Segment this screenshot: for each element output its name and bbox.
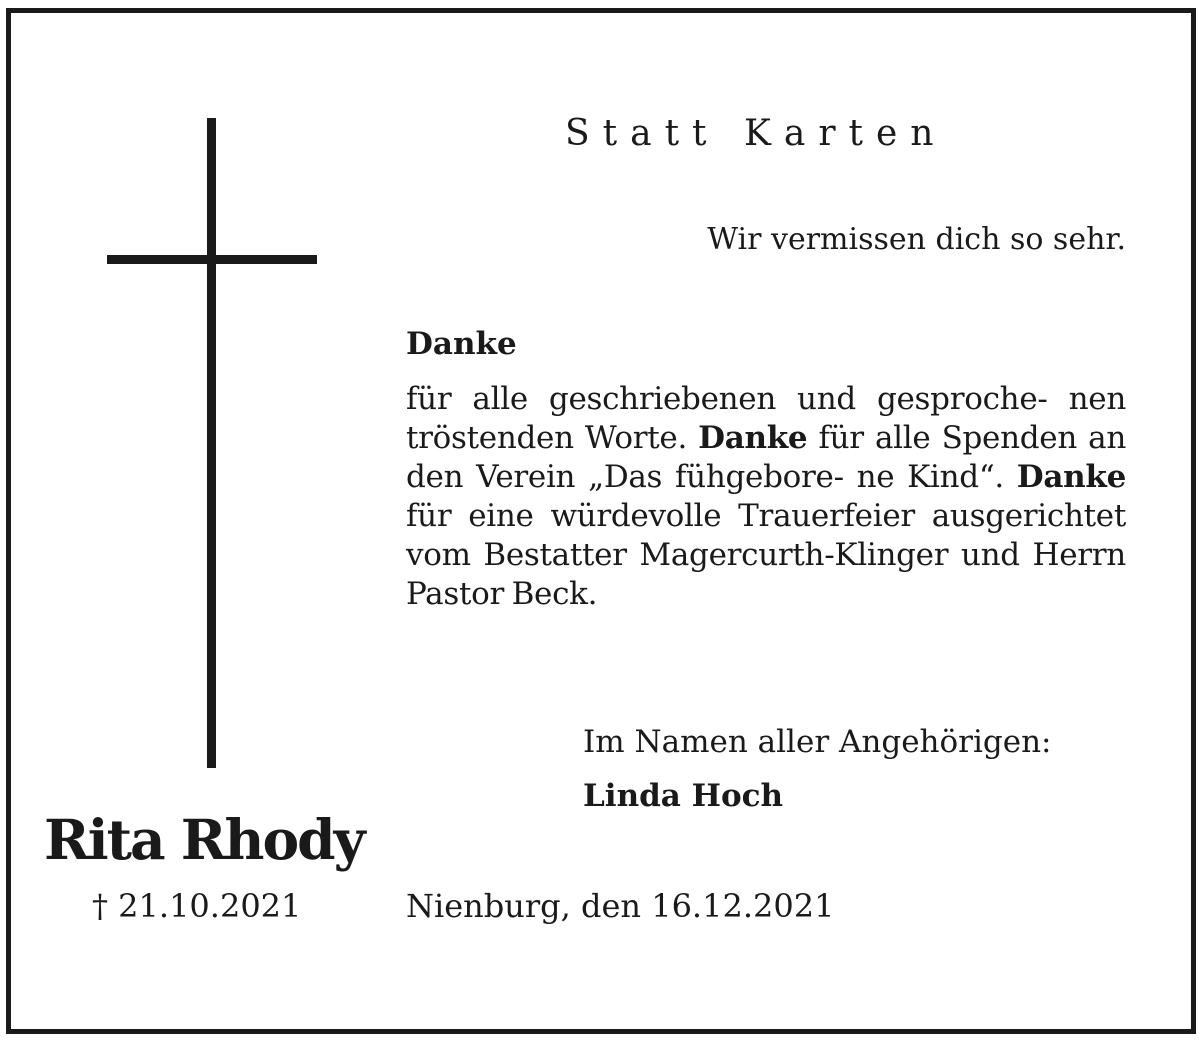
body-line: für eine würdevolle [406,498,722,534]
body-line: Spenden an den Verein „Das fühgebore- [406,420,1126,495]
thanks-title: Danke [406,326,517,362]
body-line: für alle geschriebenen und gesproche- [406,381,1048,417]
thanks-body [406,380,1126,614]
body-line: Magercurth-Klinger und Herrn Pastor [406,537,1126,612]
danke-emphasis: Danke [698,420,808,456]
death-date: † 21.10.2021 [92,887,302,925]
notice-header: Statt Karten [565,113,947,154]
body-line: nen tröstenden Worte. [406,381,1126,456]
deceased-name: Rita Rhody [44,807,364,872]
signer-name: Linda Hoch [583,778,784,814]
closing-line: Im Namen aller Angehörigen: [583,724,1052,760]
body-line: ne Kind“. [856,459,1017,495]
body-line: für alle [807,420,931,456]
body-line: Trauerfeier ausgerichtet vom Bestatter [406,498,1126,573]
place-and-date: Nienburg, den 16.12.2021 [406,887,835,925]
danke-emphasis: Danke [1016,459,1126,495]
cross-horizontal-bar [107,255,317,264]
body-line: Beck. [511,576,598,612]
cross-vertical-bar [207,118,216,768]
tagline: Wir vermissen dich so sehr. [707,222,1126,257]
